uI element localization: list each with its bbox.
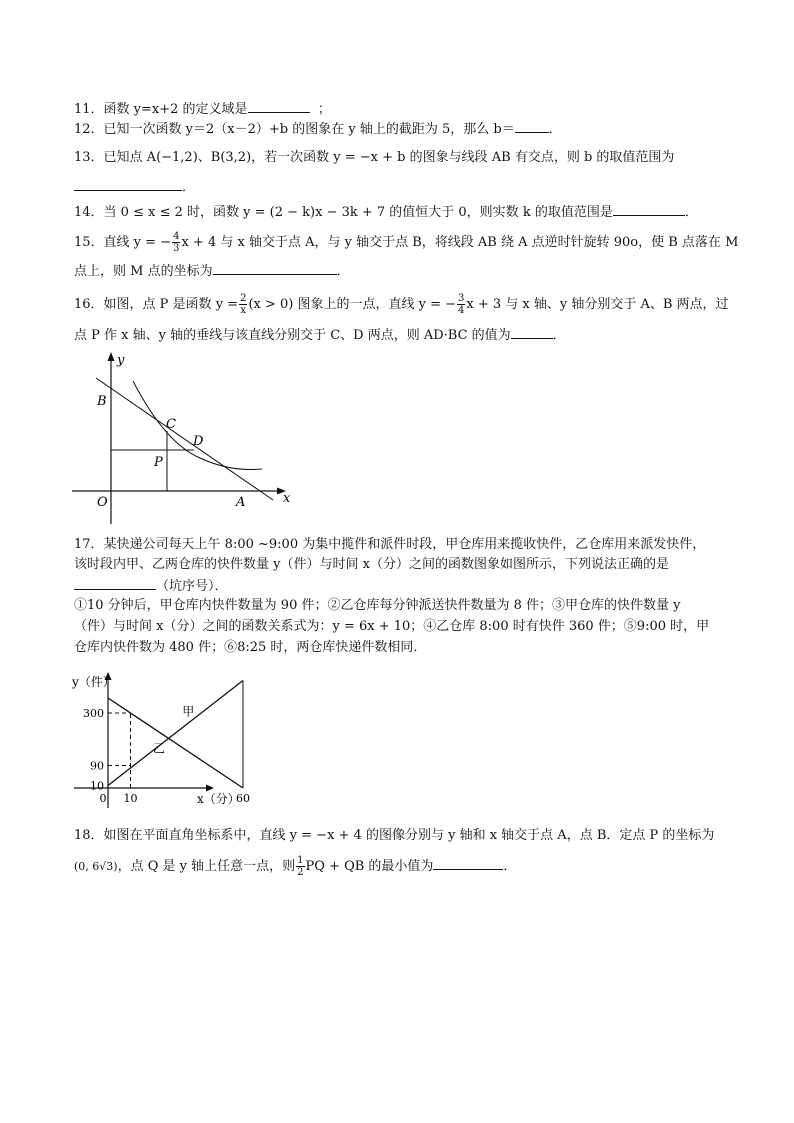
chart17-series-line-jia xyxy=(108,681,243,786)
q16-frac2-den: 4 xyxy=(458,305,465,316)
question-17 xyxy=(74,537,705,553)
question-16-line2 xyxy=(74,326,566,344)
chart17-ytick-90: 90 xyxy=(90,759,104,773)
q18-fraction xyxy=(296,855,304,878)
q15-tail: ． xyxy=(336,264,350,279)
chart17-ytick-300: 300 xyxy=(83,707,104,720)
chart17-series-label-yi: 乙 xyxy=(153,741,166,756)
q16-number: 16． xyxy=(74,297,104,312)
q16-frac1-den: x xyxy=(240,305,247,316)
q15-answer-blank[interactable] xyxy=(213,262,337,275)
q15-fraction xyxy=(172,231,180,254)
question-17-line3 xyxy=(74,577,228,595)
q12-answer-blank[interactable] xyxy=(515,120,549,133)
fig16-label-y: y xyxy=(117,353,125,368)
fig16-label-b: B xyxy=(97,394,107,409)
q18-number: 18． xyxy=(74,828,104,843)
q18-post: PQ + QB 的最小值为 xyxy=(305,859,434,874)
q17-line1: 某快递公司每天上午 8:00 ~9:00 为集中揽件和派件时段，甲仓库用来揽收快件，乙仓库用来派发快件， xyxy=(103,537,706,552)
chart17-xlabel: x（分） xyxy=(197,792,240,806)
question-13 xyxy=(74,150,674,166)
q18-coord: (0, 6√3) xyxy=(74,860,118,873)
q18-mid: ，点 Q 是 y 轴上任意一点，则 xyxy=(117,859,296,874)
q15-post: x + 4 与 x 轴交于点 A，与 y 轴交于点 B，将线段 AB 绕 A 点逆时针旋转 90o，使 B 点落在 M xyxy=(181,235,739,250)
question-17-options-3 xyxy=(74,640,426,656)
q16-mid: (x > 0) 图象上的一点，直线 y = − xyxy=(248,297,456,312)
question-18 xyxy=(74,828,714,844)
fig16-label-a: A xyxy=(236,495,246,510)
question-14 xyxy=(74,203,698,221)
q12-tail: ． xyxy=(548,122,562,137)
q16-pre: 如图，点 P 是函数 y = xyxy=(103,297,239,312)
chart17-ytick-10: 10 xyxy=(90,779,104,793)
q11-tail: ； xyxy=(317,102,331,117)
q16-line2: 点 P 作 x 轴、y 轴的垂线与该直线分别交于 C、D 两点，则 AD·BC 的值为 xyxy=(74,328,511,343)
question-17-line2 xyxy=(74,557,669,573)
q18-tail: ． xyxy=(503,859,517,874)
q17-line3-tail: （坑序号）． xyxy=(156,579,228,594)
question-17-options-2 xyxy=(74,619,709,635)
question-15-line2 xyxy=(74,262,350,280)
q15-frac-den: 3 xyxy=(173,243,180,254)
q17-options-3: 仓库内快件数为 480 件；⑥8:25 时，两仓库快递件数相同． xyxy=(74,640,427,655)
q16-fraction-1 xyxy=(239,293,247,316)
q11-answer-blank[interactable] xyxy=(248,100,310,113)
q13-answer-blank[interactable] xyxy=(74,178,182,191)
chart17-series-label-jia: 甲 xyxy=(182,704,195,719)
chart17-series-line-yi xyxy=(108,698,243,788)
q16-frac2-num: 3 xyxy=(458,293,465,304)
q14-text: 当 0 ≤ x ≤ 2 时，函数 y = (2 − k)x − 3k + 7 的值恒大于 0，则实数 k 的取值范围是 xyxy=(103,205,613,220)
q18-frac-num: 1 xyxy=(297,855,304,866)
q17-line2: 该时段内甲、乙两仓库的快件数量 y（件）与时间 x（分）之间的函数图象如图所示，下列说法正确的是 xyxy=(74,557,669,572)
q16-post: x + 3 与 x 轴、y 轴分别交于 A、B 两点，过 xyxy=(466,297,729,312)
q11-text: 函数 y=x+2 的定义域是 xyxy=(103,102,248,117)
q17-number: 17． xyxy=(74,537,104,552)
q15-number: 15． xyxy=(74,235,104,250)
fig16-label-d: D xyxy=(193,434,204,449)
q15-line2: 点上，则 M 点的坐标为 xyxy=(74,264,213,279)
question-15 xyxy=(74,231,738,254)
q11-number: 11． xyxy=(74,102,104,117)
q18-frac-den: 2 xyxy=(297,867,304,878)
q12-number: 12． xyxy=(74,122,104,137)
q13-tail: ． xyxy=(182,180,196,195)
q14-tail: ． xyxy=(684,205,698,220)
chart17-x-arrow xyxy=(206,785,214,792)
q16-frac1-num: 2 xyxy=(240,293,247,304)
fig16-line-ab xyxy=(96,378,273,500)
fig16-label-o: O xyxy=(97,495,108,510)
q18-pre: 如图在平面直角坐标系中，直线 y = −x + 4 的图像分别与 y 轴和 x 轴交于点 A，点 B．定点 P 的坐标为 xyxy=(103,828,715,843)
q15-frac-num: 4 xyxy=(173,231,180,242)
q17-options-1: ①10 分钟后，甲仓库内快件数量为 90 件；②乙仓库每分钟派送快件数量为 8 件；③甲仓库的快件数量 y xyxy=(74,598,681,613)
q18-answer-blank[interactable] xyxy=(433,857,503,870)
question-18-line2 xyxy=(74,855,516,878)
q17-answer-blank[interactable] xyxy=(74,577,156,590)
q17-options-2: （件）与时间 x（分）之间的函数关系式为：y = 6x + 10；④乙仓库 8:00 时有快件 360 件；⑤9:00 时，甲 xyxy=(74,619,710,634)
fig16-y-arrow xyxy=(108,352,115,361)
question-12 xyxy=(74,120,562,138)
q16-answer-blank[interactable] xyxy=(511,326,553,339)
fig16-hyperbola xyxy=(133,381,262,470)
q14-number: 14． xyxy=(74,205,104,220)
q13-number: 13． xyxy=(74,150,104,165)
figure-17-chart xyxy=(60,668,250,813)
fig16-label-p: P xyxy=(154,455,163,470)
chart17-xtick-10: 10 xyxy=(123,792,138,805)
question-11 xyxy=(74,100,331,118)
q16-tail: ． xyxy=(552,328,566,343)
fig16-label-x: x xyxy=(283,491,291,506)
question-13-line2 xyxy=(74,178,195,196)
q16-fraction-2 xyxy=(457,293,465,316)
fig16-label-c: C xyxy=(166,417,176,432)
chart17-xtick-0: 0 xyxy=(99,792,107,805)
chart17-ylabel: y（件） xyxy=(72,675,115,689)
q14-answer-blank[interactable] xyxy=(613,203,685,216)
q13-text: 已知点 A(−1,2)、B(3,2)，若一次函数 y = −x + b 的图象与线段 AB 有交点，则 b 的取值范围为 xyxy=(103,150,675,165)
q15-pre: 直线 y = − xyxy=(103,235,172,250)
question-17-options-1 xyxy=(74,598,681,614)
q12-text: 已知一次函数 y＝2（x－2）+b 的图象在 y 轴上的截距为 5，那么 b＝ xyxy=(103,122,515,137)
chart17-xtick-60: 60 xyxy=(236,792,250,805)
question-16 xyxy=(74,293,729,316)
figure-16 xyxy=(70,348,300,528)
